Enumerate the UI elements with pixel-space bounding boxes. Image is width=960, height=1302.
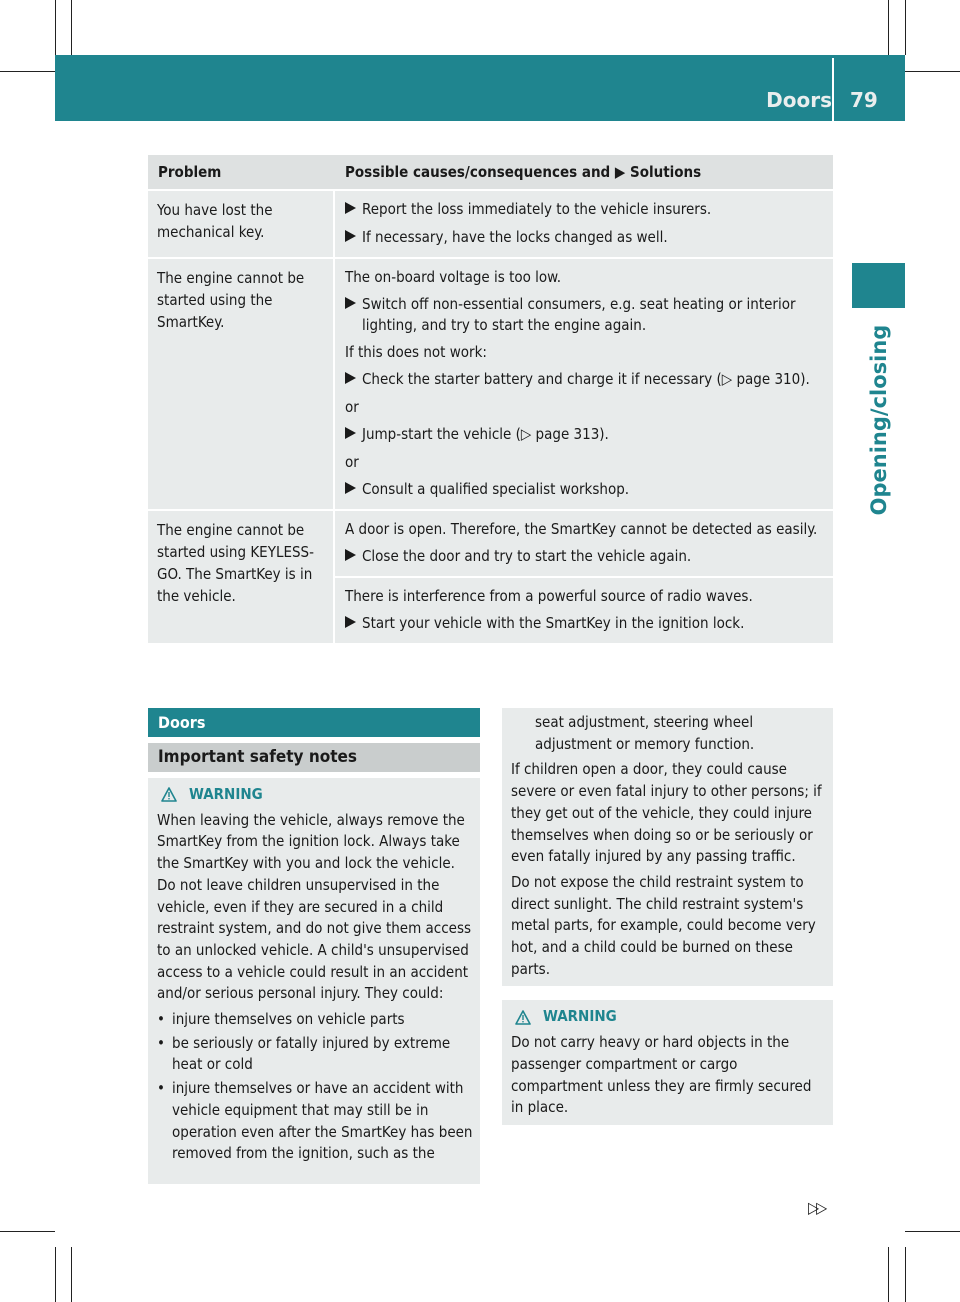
- solution-step: If necessary, have the locks changed as well.: [345, 227, 827, 249]
- triangle-arrow-icon: [345, 199, 362, 221]
- solution-cell: [335, 578, 833, 643]
- warning-triangle-icon: [161, 787, 177, 802]
- crop-mark: [905, 71, 960, 72]
- problem-cell: The engine cannot be started using the SmartKey.: [148, 259, 333, 509]
- subsection-title: Important safety notes: [148, 743, 480, 772]
- crop-mark: [905, 0, 906, 55]
- crop-mark: [905, 1231, 960, 1232]
- cause-text: There is interference from a powerful source of radio waves.: [345, 587, 753, 605]
- header-separator: [832, 58, 834, 121]
- crop-mark: [0, 71, 55, 72]
- warning-triangle-icon: [515, 1010, 531, 1025]
- solution-cell: [335, 511, 833, 576]
- crop-mark: [0, 1231, 55, 1232]
- problem-cell: The engine cannot be started using KEYLESS-GO. The SmartKey is in the vehicle.: [148, 511, 333, 643]
- cause-text: or: [345, 453, 359, 471]
- solution-step: Close the door and try to start the vehicle again.: [345, 546, 827, 568]
- problem-cell: You have lost the mechanical key.: [148, 191, 333, 257]
- triangle-arrow-icon: [345, 424, 362, 446]
- section-title: Doors: [148, 708, 480, 737]
- cause-text: If this does not work:: [345, 343, 487, 361]
- crop-mark: [71, 0, 72, 55]
- triangle-arrow-icon: [345, 479, 362, 501]
- doors-section: [148, 708, 480, 1184]
- solution-cell: [335, 259, 833, 509]
- chapter-tab-label: Opening/closing: [867, 324, 891, 516]
- warning-text: When leaving the vehicle, always remove the SmartKey from the ignition lock. Always take the SmartKey with you and lock the vehicle. Do not leave children unsupervised in the vehicle, even if they are secured in a child restraint system, and do not give them access to an unlocked vehicle. A child's unsupervised access to a vehicle could result in an accident and/or serious personal injury. They could:: [157, 810, 472, 1003]
- triangle-arrow-icon: [345, 294, 362, 336]
- warning-box-continued: [502, 708, 833, 986]
- triangle-arrow-icon: [345, 546, 362, 568]
- cause-text: A door is open. Therefore, the SmartKey cannot be detected as easily.: [345, 520, 818, 538]
- list-item: • injure themselves or have an accident with vehicle equipment that may still be in operation even after the SmartKey has been removed from the ignition, such as the: [157, 1079, 473, 1163]
- header-problem: Problem: [158, 163, 222, 181]
- warning-box: [502, 1000, 833, 1125]
- header-solutions: Possible causes/consequences and ▶ Solutions: [345, 163, 702, 181]
- warning-text: Do not expose the child restraint system to direct sunlight. The child restraint system's metal parts, for example, could become very hot, and a child could be burned on these parts.: [511, 872, 816, 978]
- crop-mark: [55, 0, 56, 55]
- crop-mark: [55, 1247, 56, 1302]
- list-item: • injure themselves on vehicle parts: [157, 1010, 405, 1029]
- solution-step: Start your vehicle with the SmartKey in the ignition lock.: [345, 613, 827, 635]
- solution-cell: [335, 191, 833, 257]
- triangle-arrow-icon: [345, 369, 362, 391]
- list-item: • be seriously or fatally injured by extreme heat or cold: [157, 1033, 451, 1074]
- table-row: [148, 259, 833, 509]
- page-number: 79: [850, 88, 878, 112]
- crop-mark: [888, 1247, 889, 1302]
- cause-text: The on-board voltage is too low.: [345, 268, 562, 286]
- warning-text: If children open a door, they could cause severe or even fatal injury to other persons; if they get out of the vehicle, they could injure themselves when doing so or be seriously or even fatally injured by any passing traffic.: [511, 760, 822, 866]
- triangle-arrow-icon: [345, 613, 362, 635]
- chapter-tab-marker: [852, 263, 905, 308]
- crop-mark: [71, 1247, 72, 1302]
- cause-text: or: [345, 398, 359, 416]
- triangle-arrow-icon: [345, 227, 362, 249]
- warning-text: Do not carry heavy or hard objects in the passenger compartment or cargo compartment unless they are firmly secured in place.: [511, 1033, 812, 1117]
- warning-text: seat adjustment, steering wheel adjustment or memory function.: [535, 713, 755, 753]
- crop-mark: [905, 1247, 906, 1302]
- troubleshooting-table: [148, 155, 833, 643]
- solution-step: Check the starter battery and charge it if necessary (▷ page 310).: [345, 369, 827, 391]
- doors-section-continued: [502, 708, 833, 1125]
- crop-mark: [888, 0, 889, 55]
- table-row: [148, 191, 833, 257]
- solution-step: Jump-start the vehicle (▷ page 313).: [345, 424, 827, 446]
- table-row: [148, 511, 833, 643]
- next-page-marker: ▷▷: [808, 1198, 825, 1217]
- warning-bullet-list: [157, 1009, 474, 1165]
- warning-heading: WARNING: [157, 784, 474, 806]
- solution-step: Switch off non-essential consumers, e.g. seat heating or interior lighting, and try to start the engine again.: [345, 294, 827, 336]
- page-header-title: Doors: [766, 88, 832, 112]
- table-header-row: [148, 155, 833, 189]
- solution-step: Consult a qualified specialist workshop.: [345, 479, 827, 501]
- solution-step: Report the loss immediately to the vehicle insurers.: [345, 199, 827, 221]
- warning-heading: WARNING: [511, 1006, 827, 1028]
- warning-box: [148, 778, 480, 1184]
